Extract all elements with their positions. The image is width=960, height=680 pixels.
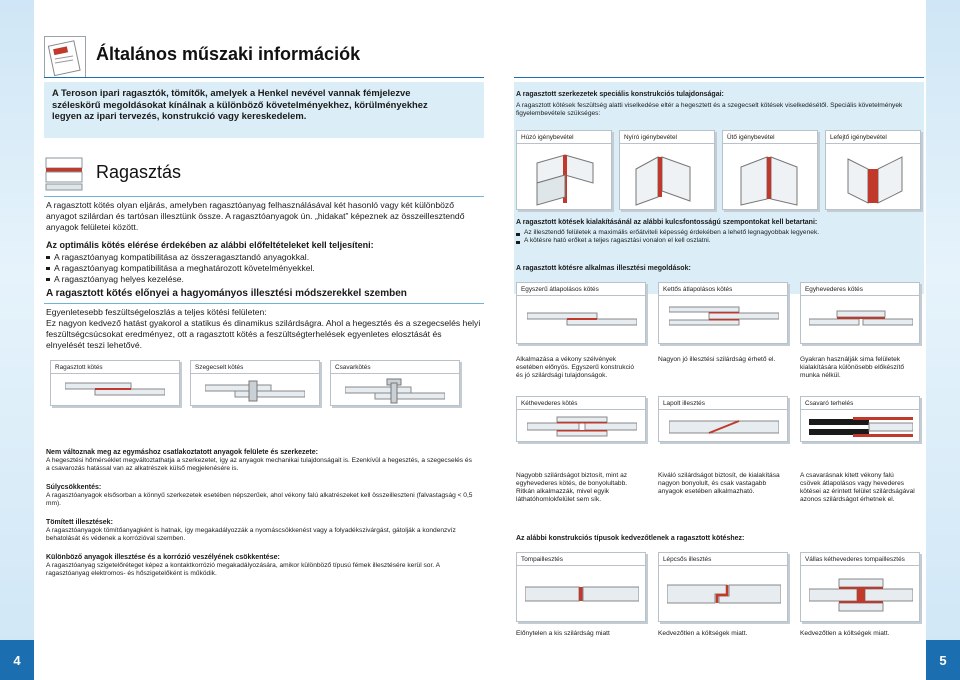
single-strap-illustration	[809, 307, 913, 333]
solution-card	[658, 282, 788, 344]
joint-card-label: Csavarkötés	[331, 361, 459, 374]
double-lap-illustration	[669, 303, 779, 335]
solution-card-label: Lapolt illesztés	[659, 397, 787, 410]
solution-desc: Alkalmazása a vékony szélvények esetében előnyös. Egyszerű konstrukció és jó szilárdsági tulajdonságok.	[516, 356, 635, 379]
solution-card	[516, 396, 646, 442]
right-margin-band	[926, 0, 960, 680]
conditions-list	[46, 252, 482, 286]
riveted-joint-illustration	[205, 379, 305, 403]
header-logo	[44, 36, 86, 78]
page-number-left: 4	[0, 640, 34, 680]
solution-card-label: Csavaró terhelés	[801, 397, 919, 410]
bolted-joint-illustration	[345, 377, 445, 405]
advantages-rule	[44, 303, 484, 304]
advantages-list	[46, 448, 476, 578]
solution-desc: Gyakran használják sima felületek kialakítására különösebb előkészítő munka nélkül.	[800, 356, 905, 379]
key-points	[516, 229, 920, 245]
joint-card-label: Szegecselt kötés	[191, 361, 319, 374]
torsion-illustration	[809, 415, 913, 439]
profile-card-label: Vállas kéthevederes tompaillesztés	[801, 553, 919, 566]
advantage-heading: Súlycsökkentés:	[46, 484, 102, 491]
single-lap-illustration	[527, 307, 637, 333]
key-point: Az illesztendő felületek a maximális erőátviteli képesség érdekében a lehető legnagyobbak legyenek.	[516, 229, 920, 237]
peel-illustration	[834, 149, 914, 207]
profile-card	[516, 552, 646, 622]
advantage-text: A ragasztóanyagok tömítőanyagként is hatnak, így megakadályozzák a nyomáscsökkenést vagy a folyadékszivárgást, gátolják a kondenzvíz behatolását és védenek a korrózióval szemben.	[46, 527, 456, 542]
advantage-heading: Különböző anyagok illesztése és a korrózió veszélyének csökkentése:	[46, 554, 280, 561]
bonded-joint-illustration	[65, 379, 165, 403]
profile-card-label: Tompaillesztés	[517, 553, 645, 566]
profile-card	[658, 552, 788, 622]
scarf-joint-illustration	[669, 417, 779, 437]
stress-card-label: Húzó igénybevétel	[517, 131, 611, 144]
solution-desc: Nagyobb szilárdságot biztosít, mint az egyhevederes kötés, de bonyolultabb. Ritkán alkalmazzák, mivel egyik láthatóhomlokfelület sem sík.	[516, 472, 628, 503]
joint-card-szegecselt	[190, 360, 320, 406]
stress-card-nyiro	[619, 130, 715, 210]
profile-caption: Kedvezőtlen a költségek miatt.	[658, 630, 748, 637]
tensile-illustration	[525, 149, 605, 207]
advantage-heading: Tömített illesztések:	[46, 519, 113, 526]
profile-heading: Az alábbi konstrukciós típusok kedvezőtlenek a ragasztott kötéshez:	[516, 535, 745, 542]
solution-card	[800, 396, 920, 442]
key-point: A kötésre ható erőket a teljes ragasztási vonalon el kell oszlatni.	[516, 237, 920, 245]
advantages-text-1: Egyenletesebb feszültségeloszlás a teljes kötési felületen:	[46, 307, 267, 317]
solution-card	[516, 282, 646, 344]
ragasztas-icon	[44, 154, 86, 194]
solution-card-label: Egyszerű átlapolásos kötés	[517, 283, 645, 296]
solution-card-label: Kéthevederes kötés	[517, 397, 645, 410]
condition-item: A ragasztóanyag helyes kezelése.	[46, 274, 482, 285]
joint-card-csavar	[330, 360, 460, 406]
stress-card-label: Nyíró igénybevétel	[620, 131, 714, 144]
advantage-text: A ragasztóanyagok elsősorban a könnyű szerkezetek esetében népszerűek, ahol vékony falú alkatrészeket kell összeilleszteni (falvastagság < 0,5 mm).	[46, 492, 473, 507]
condition-item: A ragasztóanyag kompatibilitása az összeragasztandó anyagokkal.	[46, 252, 482, 263]
solution-desc: Kiváló szilárdságot biztosít, de kialakítása nagyon bonyolult, és csak vastagabb anyagok esetében alkalmazható.	[658, 472, 780, 495]
solution-card	[800, 282, 920, 344]
ragasztas-para: A ragasztott kötés olyan eljárás, amelyben ragasztóanyag felhasználásával két hasonló vagy két különböző anyagot szilárdan és tartósan illesztünk össze. A ragasztóanyagok ún. „hidakat” képeznek az összeillesztendő anyagok felületei között.	[46, 200, 465, 233]
joint-card-ragasztott	[50, 360, 180, 406]
ragasztas-heading: Ragasztás	[96, 162, 182, 182]
solutions-heading: A ragasztott kötésre alkalmas illesztési megoldások:	[516, 265, 691, 272]
special-text: A ragasztott kötések feszültség alatti viselkedése eltér a hegesztett és a szegecselt kötések viselkedésétől. Speciális követelmények figyelembevétele szükséges:	[516, 102, 903, 117]
solution-desc: A csavarásnak kitett vékony falú csövek átlapolásos vagy hevederes kötései az érintett felület szilárdságával azonos szilárdságot érhetnek el.	[800, 472, 915, 503]
butt-joint-illustration	[525, 579, 639, 609]
profile-caption: Kedvezőtlen a költségek miatt.	[800, 630, 890, 637]
solution-card-label: Egyhevederes kötés	[801, 283, 919, 296]
shouldered-butt-joint-illustration	[809, 575, 913, 615]
profile-card-label: Lépcsős illesztés	[659, 553, 787, 566]
stress-card-uto	[722, 130, 818, 210]
solution-desc: Nagyon jó illesztési szilárdság érhető el.	[658, 356, 776, 363]
stress-card-label: Ütő igénybevétel	[723, 131, 817, 144]
shear-illustration	[628, 149, 708, 207]
advantage-text: A ragasztóanyag szigetelőréteget képez a kontaktkorrózió megakadályozására, amikor különböző típusú fémek illesztésére kerül sor. A ragasztóanyag elektromos- és hőszigetelőként is működik.	[46, 562, 440, 577]
key-heading: A ragasztott kötések kialakításánál az alábbi kulcsfontosságú szempontokat kell betartani:	[516, 219, 818, 226]
left-margin-band	[0, 0, 34, 680]
title-rule-right	[514, 77, 924, 78]
stress-card-huzo	[516, 130, 612, 210]
double-strap-illustration	[527, 415, 637, 439]
stepped-joint-illustration	[667, 579, 781, 609]
advantage-heading: Nem változnak meg az egymáshoz csatlakoztatott anyagok felülete és szerkezete:	[46, 449, 318, 456]
page-number-right: 5	[926, 640, 960, 680]
stress-card-lefejto	[825, 130, 921, 210]
special-heading: A ragasztott szerkezetek speciális konstrukciós tulajdonságai:	[516, 91, 724, 98]
solution-card	[658, 396, 788, 442]
impact-illustration	[731, 149, 811, 207]
solution-card-label: Kettős átlapolásos kötés	[659, 283, 787, 296]
ragasztas-rule	[44, 196, 484, 197]
profile-card	[800, 552, 920, 622]
intro-text: A Teroson ipari ragasztók, tömítők, amelyek a Henkel nevével vannak fémjelezve széleskörű megoldásokat kínálnak a különböző követelményekhez, körülményekhez legyen az ipari tervezés, konstrukció vagy kereskedelem.	[52, 87, 428, 122]
conditions-heading: Az optimális kötés elérése érdekében az alábbi előfeltételeket kell teljesíteni:	[46, 240, 374, 250]
advantages-text-2: Ez nagyon kedvező hatást gyakorol a statikus és dinamikus szilárdságra. Ahol a hegesztés és a szegecselés helyi feszültségcsúcsokat eredményez, ott a ragasztott kötés a feszültségterhelések egyenletes elosztását és elnyelését teszi lehetővé.	[46, 318, 481, 351]
stress-card-label: Lefejtő igénybevétel	[826, 131, 920, 144]
page-title: Általános műszaki információk	[96, 44, 361, 64]
condition-item: A ragasztóanyag kompatibilitása a meghatározott követelményekkel.	[46, 263, 482, 274]
joint-card-label: Ragasztott kötés	[51, 361, 179, 374]
advantage-text: A hegesztési hőmérséklet megváltoztathatja a szerkezetet, így az anyagok mechanikai tulajdonságait is. Ezenkívül a hegesztés, a szegecselés és a csavarozás hatással van az alkatrészek külső megjelenésére is.	[46, 457, 472, 472]
title-rule	[44, 77, 484, 78]
advantages-heading: A ragasztott kötés előnyei a hagyományos illesztési módszerekkel szemben	[46, 288, 407, 299]
profile-caption: Előnytelen a kis szilárdság miatt	[516, 630, 610, 637]
